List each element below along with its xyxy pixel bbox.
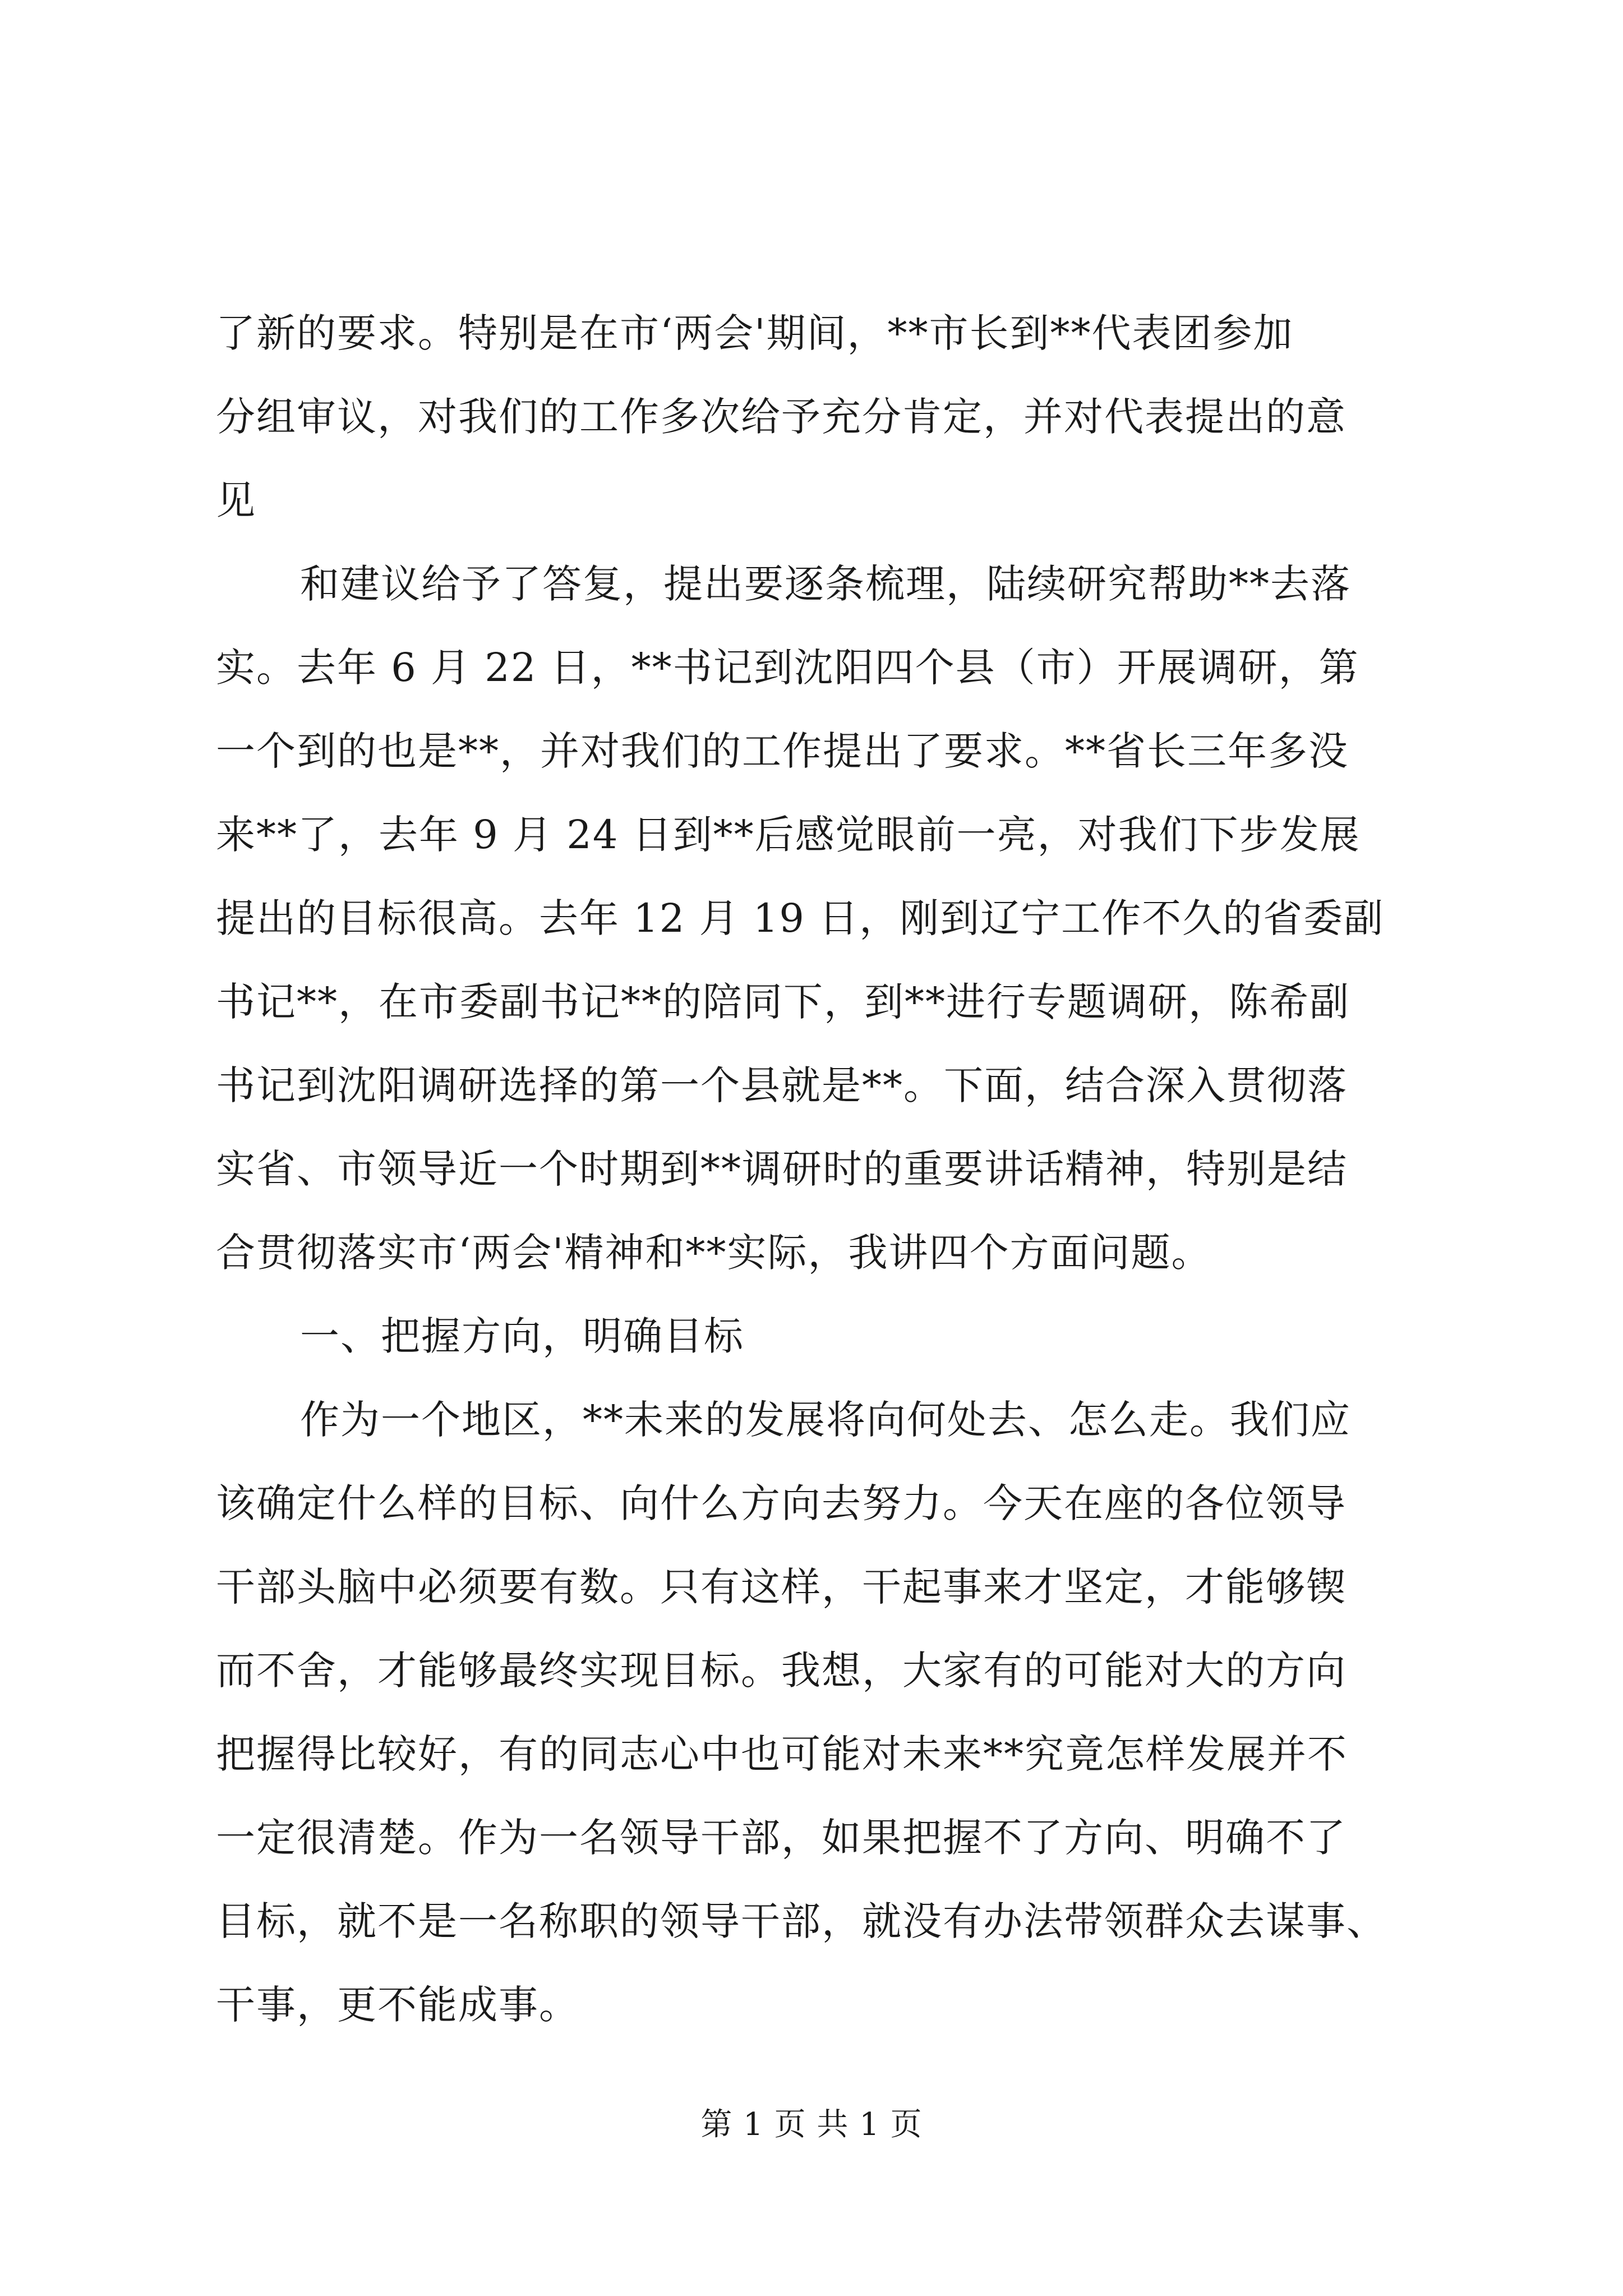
text-line: 和建议给予了答复，提出要逐条梳理，陆续研究帮助**去落 xyxy=(300,561,1351,607)
text-line: 实省、市领导近一个时期到**调研时的重要讲话精神，特别是结 xyxy=(216,1146,1348,1192)
text-line: 干部头脑中必须要有数。只有这样，干起事来才坚定，才能够锲 xyxy=(216,1564,1347,1610)
text-line: 合贯彻落实市‘两会'精神和**实际，我讲四个方面问题。 xyxy=(216,1230,1212,1276)
document-body xyxy=(216,292,1410,2047)
text-line: 分组审议，对我们的工作多次给予充分肯定，并对代表提出的意 xyxy=(216,394,1347,440)
text-line: 提出的目标很高。去年 12 月 19 日，刚到辽宁工作不久的省委副 xyxy=(216,895,1385,941)
text-line: 一、把握方向，明确目标 xyxy=(300,1313,744,1359)
text-line: 目标，就不是一名称职的领导干部，就没有办法带领群众去谋事、 xyxy=(216,1898,1387,1944)
text-line: 一定很清楚。作为一名领导干部，如果把握不了方向、明确不了 xyxy=(216,1815,1347,1861)
text-line: 见 xyxy=(216,477,256,523)
text-line: 了新的要求。特别是在市‘两会'期间，**市长到**代表团参加 xyxy=(216,310,1294,356)
text-line: 实。去年 6 月 22 日，**书记到沈阳四个县（市）开展调研，第 xyxy=(216,645,1359,691)
text-line: 干事，更不能成事。 xyxy=(216,1982,579,2028)
text-line: 来**了，去年 9 月 24 日到**后感觉眼前一亮，对我们下步发展 xyxy=(216,812,1361,858)
text-line: 该确定什么样的目标、向什么方向去努力。今天在座的各位领导 xyxy=(216,1480,1347,1526)
text-line: 而不舍，才能够最终实现目标。我想，大家有的可能对大的方向 xyxy=(216,1648,1347,1694)
page-footer: 第 1 页 共 1 页 xyxy=(700,2106,923,2143)
text-line: 作为一个地区，**未来的发展将向何处去、怎么走。我们应 xyxy=(300,1397,1351,1443)
text-line: 一个到的也是**，并对我们的工作提出了要求。**省长三年多没 xyxy=(216,728,1349,774)
text-line: 书记**，在市委副书记**的陪同下，到**进行专题调研，陈希副 xyxy=(216,979,1350,1025)
text-line: 书记到沈阳调研选择的第一个县就是**。下面，结合深入贯彻落 xyxy=(216,1062,1348,1108)
text-line: 把握得比较好，有的同志心中也可能对未来**究竟怎样发展并不 xyxy=(216,1731,1348,1777)
